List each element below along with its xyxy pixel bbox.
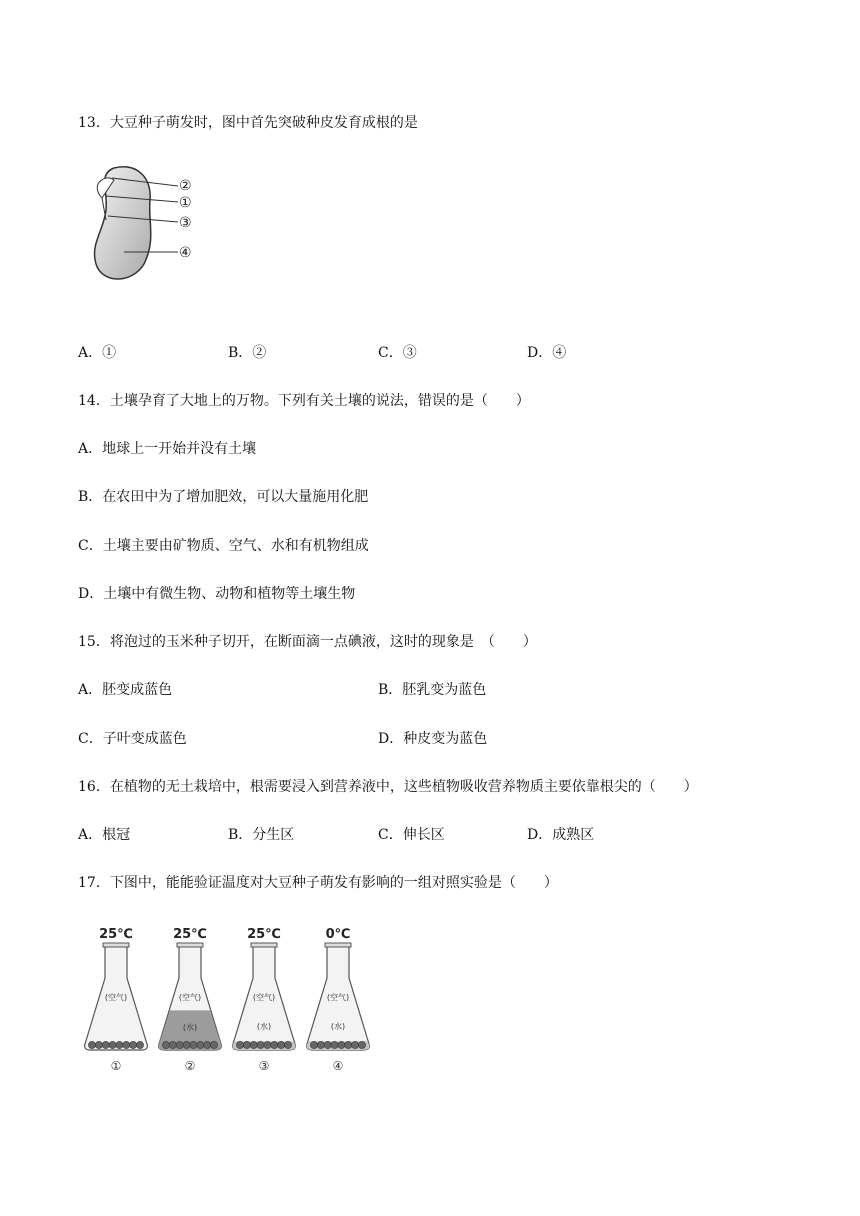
- seed: [183, 1041, 190, 1048]
- seed: [210, 1041, 217, 1048]
- q15-option-d[interactable]: D．种皮变为蓝色: [378, 731, 488, 747]
- flask-water-label: (水): [330, 1022, 346, 1031]
- seed-label-2: ②: [179, 178, 192, 194]
- seed: [88, 1041, 95, 1048]
- q16-option-a[interactable]: A．根冠: [78, 827, 131, 843]
- seed: [352, 1041, 359, 1048]
- seed: [162, 1041, 169, 1048]
- seed: [204, 1041, 211, 1048]
- seed: [136, 1041, 143, 1048]
- seed: [278, 1041, 285, 1048]
- q15-option-a[interactable]: A．胚变成蓝色: [78, 682, 173, 698]
- seed: [284, 1041, 291, 1048]
- seed: [271, 1041, 278, 1048]
- flask-number-label: ②: [184, 1059, 196, 1073]
- flask-air-label: (空气): [252, 993, 276, 1002]
- flask-water-label: (水): [256, 1022, 272, 1031]
- q14-stem: 14．土壤孕育了大地上的万物。下列有关土壤的说法，错误的是（ ）: [78, 393, 530, 409]
- flask-number-label: ④: [332, 1059, 344, 1073]
- flask-number-label: ①: [110, 1059, 122, 1073]
- flask-temp-label: 25℃: [173, 927, 207, 942]
- seed: [243, 1041, 250, 1048]
- flask-4: [307, 927, 370, 1073]
- seed: [358, 1041, 365, 1048]
- flask-3: [233, 927, 296, 1073]
- seed-label-4: ④: [179, 245, 192, 261]
- seed: [197, 1041, 204, 1048]
- seed: [123, 1041, 130, 1048]
- seed: [109, 1041, 116, 1048]
- seed: [345, 1041, 352, 1048]
- seed: [102, 1041, 109, 1048]
- q15-stem: 15．将泡过的玉米种子切开，在断面滴一点碘液，这时的现象是 （ ）: [78, 634, 537, 650]
- seed: [176, 1041, 183, 1048]
- q14-option-b[interactable]: B．在农田中为了增加肥效，可以大量施用化肥: [78, 489, 369, 505]
- q13-stem: 13．大豆种子萌发时，图中首先突破种皮发育成根的是: [78, 115, 418, 131]
- seed: [310, 1041, 317, 1048]
- q16-option-d[interactable]: D．成熟区: [527, 827, 595, 843]
- q14-option-c[interactable]: C．土壤主要由矿物质、空气、水和有机物组成: [78, 538, 369, 554]
- seed: [338, 1041, 345, 1048]
- flask-water-label: (水): [182, 1023, 198, 1032]
- q14-option-d[interactable]: D．土壤中有微生物、动物和植物等土壤生物: [78, 586, 356, 602]
- flask-air-label: (空气): [178, 993, 202, 1002]
- seed: [264, 1041, 271, 1048]
- seed: [324, 1041, 331, 1048]
- flask-2: [159, 927, 222, 1073]
- flask-1: [85, 927, 148, 1073]
- soybean-seed-diagram: [84, 160, 214, 290]
- seed: [116, 1041, 123, 1048]
- seed: [257, 1041, 264, 1048]
- seed: [317, 1041, 324, 1048]
- seed-label-3: ③: [179, 215, 192, 231]
- q13-option-d[interactable]: D．④: [527, 345, 567, 361]
- q13-option-b[interactable]: B．②: [228, 345, 267, 361]
- seed: [190, 1041, 197, 1048]
- q15-option-c[interactable]: C．子叶变成蓝色: [78, 731, 187, 747]
- seed: [95, 1041, 102, 1048]
- seed: [130, 1041, 137, 1048]
- seed: [331, 1041, 338, 1048]
- q15-option-b[interactable]: B．胚乳变为蓝色: [378, 682, 487, 698]
- flask-experiment-figure: [80, 926, 380, 1076]
- flask-air-label: (空气): [104, 993, 128, 1002]
- seed: [236, 1041, 243, 1048]
- q16-option-b[interactable]: B．分生区: [228, 827, 295, 843]
- q17-stem: 17．下图中，能能验证温度对大豆种子萌发有影响的一组对照实验是（ ）: [78, 875, 558, 891]
- flask-air-label: (空气): [326, 993, 350, 1002]
- q14-option-a[interactable]: A．地球上一开始并没有土壤: [78, 441, 257, 457]
- q16-stem: 16．在植物的无土栽培中，根需要浸入到营养液中，这些植物吸收营养物质主要依靠根尖的（ ）: [78, 779, 698, 795]
- flask-rim: [325, 943, 351, 947]
- flask-number-label: ③: [258, 1059, 270, 1073]
- q16-option-c[interactable]: C．伸长区: [378, 827, 445, 843]
- flask-temp-label: 0℃: [325, 927, 351, 942]
- seed: [169, 1041, 176, 1048]
- flask-rim: [177, 943, 203, 947]
- flask-rim: [103, 943, 129, 947]
- q13-option-a[interactable]: A．①: [78, 345, 117, 361]
- q13-option-c[interactable]: C．③: [378, 345, 417, 361]
- seed-label-1: ①: [179, 195, 192, 211]
- seed: [250, 1041, 257, 1048]
- flask-temp-label: 25℃: [99, 927, 133, 942]
- flask-rim: [251, 943, 277, 947]
- flask-temp-label: 25℃: [247, 927, 281, 942]
